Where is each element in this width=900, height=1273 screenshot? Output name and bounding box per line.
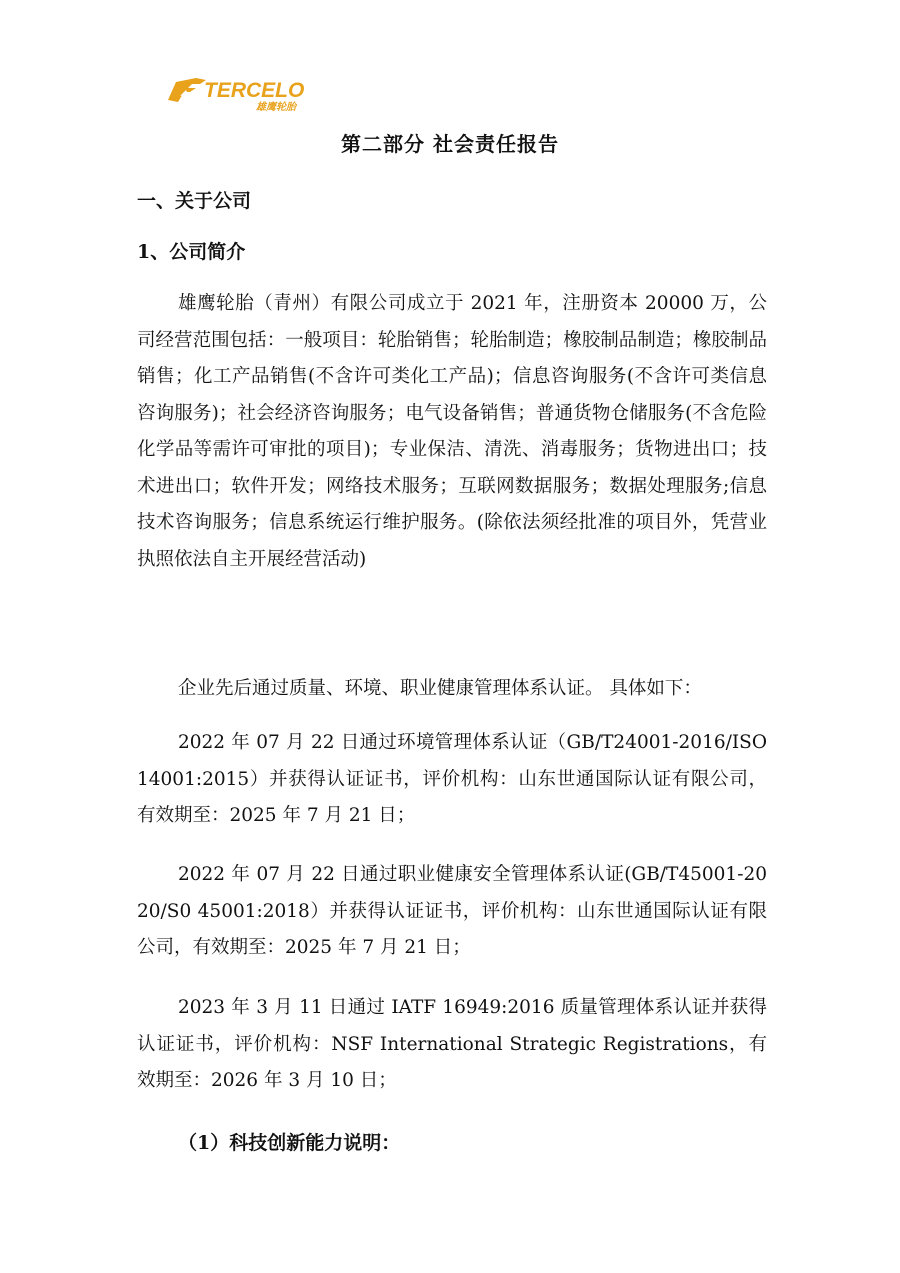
logo-subtext: 雄鹰轮胎 <box>256 102 296 112</box>
logo-text: TERCELO <box>204 79 305 102</box>
tech-innovation-heading: （1）科技创新能力说明： <box>178 1132 401 1154</box>
subsection-heading: 1、公司简介 <box>137 241 246 263</box>
certification-item: 2022 年 07 月 22 日通过职业健康安全管理体系认证(GB/T45001-2020/S0 45001:2018）并获得认证证书，评价机构：山东世通国际认证有限公司，有效期至：2025 年 7 月 21 日； <box>137 864 767 958</box>
certification-item: 2022 年 07 月 22 日通过环境管理体系认证（GB/T24001-2016/ISO14001:2015）并获得认证证书，评价机构：山东世通国际认证有限公司，有效期至：2025 年 7 月 21 日； <box>137 732 767 826</box>
section-heading: 一、关于公司 <box>137 190 252 212</box>
eagle-icon <box>168 78 206 102</box>
page-title: 第二部分 社会责任报告 <box>341 132 559 156</box>
certification-intro: 企业先后通过质量、环境、职业健康管理体系认证。 具体如下： <box>178 678 702 699</box>
company-logo <box>166 72 316 112</box>
certification-item: 2023 年 3 月 11 日通过 IATF 16949:2016 质量管理体系认证并获得认证证书，评价机构：NSF International Strategic Registrations，有效期至：2026 年 3 月 10 日； <box>137 997 767 1091</box>
intro-paragraph: 雄鹰轮胎（青州）有限公司成立于 2021 年，注册资本 20000 万，公司经营范围包括：一般项目：轮胎销售；轮胎制造；橡胶制品制造；橡胶制品销售；化工产品销售(不含许可类化工产品)；信息咨询服务(不含许可类信息咨询服务)；社会经济咨询服务；电气设备销售；普通货物仓储服务(不含危险化学品等需许可审批的项目)；专业保洁、清洗、消毒服务；货物进出口；技术进出口；软件开发；网络技术服务；互联网数据服务；数据处理服务;信息技术咨询服务；信息系统运行维护服务。(除依法须经批准的项目外，凭营业执照依法自主开展经营活动) <box>137 293 767 570</box>
